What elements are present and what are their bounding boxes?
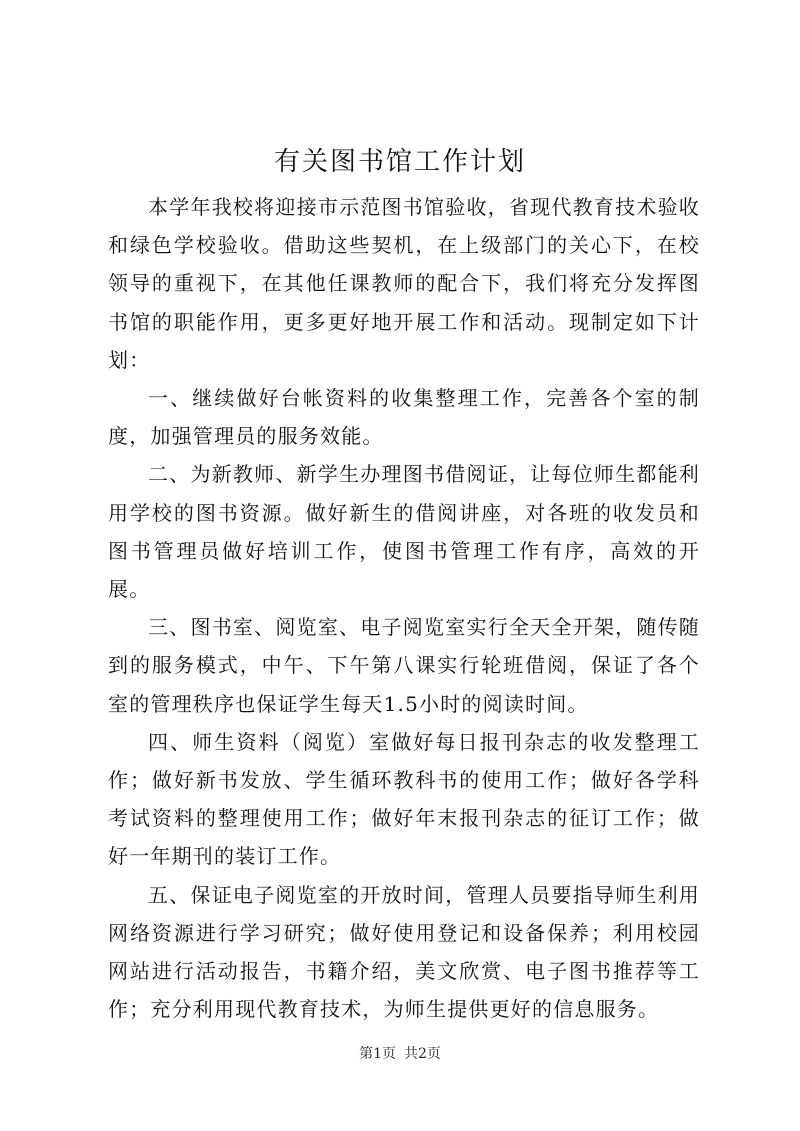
paragraph-item-2: 二、为新教师、新学生办理图书借阅证，让每位师生都能利用学校的图书资源。做好新生的借阅讲座，对各班的收发员和图书管理员做好培训工作，使图书管理工作有序，高效的开展。	[108, 462, 700, 602]
page-number: 第1页	[359, 1046, 396, 1062]
paragraph-item-5: 五、保证电子阅览室的开放时间，管理人员要指导师生利用网络资源进行学习研究；做好使用登记和设备保养；利用校园网站进行活动报告，书籍介绍，美文欣赏、电子图书推荐等工作；充分利用现代教育技术，为师生提供更好的信息服务。	[108, 882, 700, 1022]
paragraph-item-1: 一、继续做好台帐资料的收集整理工作，完善各个室的制度，加强管理员的服务效能。	[108, 386, 700, 449]
paragraph-item-4: 四、师生资料（阅览）室做好每日报刊杂志的收发整理工作；做好新书发放、学生循环教科书的使用工作；做好各学科考试资料的整理使用工作；做好年末报刊杂志的征订工作；做好一年期刊的装订工作。	[108, 729, 700, 869]
paragraph-item-3: 三、图书室、阅览室、电子阅览室实行全天全开架，随传随到的服务模式，中午、下午第八课实行轮班借阅，保证了各个室的管理秩序也保证学生每天1.5小时的阅读时间。	[108, 615, 700, 716]
paragraph-intro: 本学年我校将迎接市示范图书馆验收，省现代教育技术验收和绿色学校验收。借助这些契机，在上级部门的关心下，在校领导的重视下，在其他任课教师的配合下，我们将充分发挥图书馆的职能作用，更多更好地开展工作和活动。现制定如下计划：	[108, 195, 700, 372]
page-footer	[0, 1044, 800, 1064]
document-title: 有关图书馆工作计划	[273, 147, 526, 177]
page-total: 共2页	[404, 1046, 441, 1062]
document-body	[108, 188, 700, 1028]
